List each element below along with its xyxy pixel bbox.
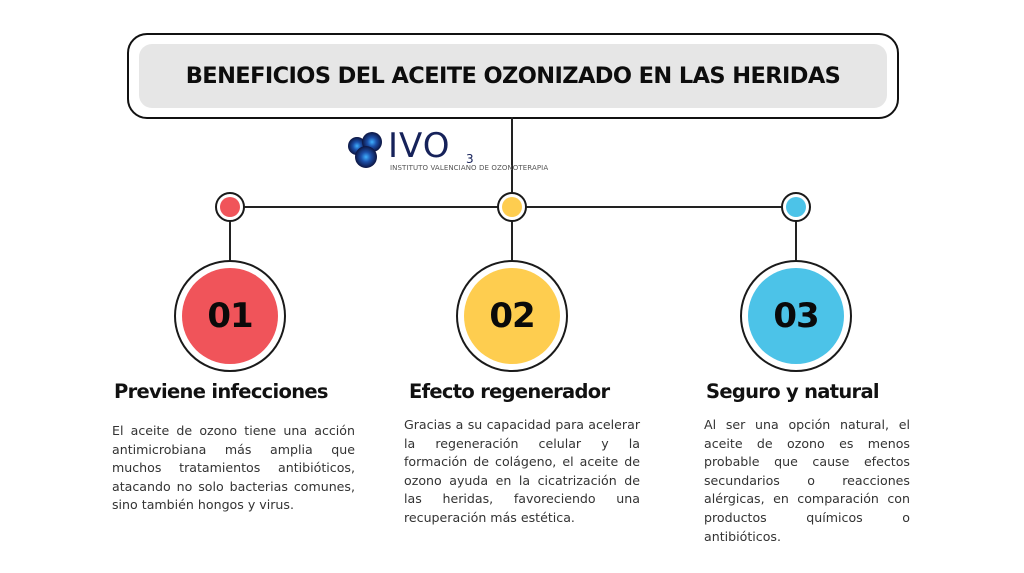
timeline-dot-3-fill [786, 197, 806, 217]
connector-title-to-center [511, 117, 513, 193]
step-circle-1 [174, 260, 286, 372]
connector-left-down [229, 220, 231, 262]
step-description-2: Gracias a su capacidad para acelerar la regeneración celular y la formación de colágeno, el aceite de ozono ayuda en la cicatrización de las heridas, favoreciendo una recuperación más estética. [404, 417, 640, 525]
timeline-dot-1 [215, 192, 245, 222]
step-number-3: 03 [773, 296, 819, 336]
step-description-1: El aceite de ozono tiene una acción antimicrobiana más amplia que muchos tratamientos antibióticos, atacando no solo bacterias comunes, sino también hongos y virus. [112, 423, 355, 513]
logo-spheres-icon [346, 130, 386, 170]
logo-subtitle: INSTITUTO VALENCIANO DE OZONOTERAPIA [390, 164, 549, 172]
logo-wordmark: IVO [388, 126, 451, 166]
timeline-dot-1-fill [220, 197, 240, 217]
page-title: BENEFICIOS DEL ACEITE OZONIZADO EN LAS HERIDAS [185, 63, 841, 89]
step-title-1: Previene infecciones [114, 380, 328, 403]
title-box-inner [139, 44, 887, 108]
timeline-dot-3 [781, 192, 811, 222]
title-box [127, 33, 899, 119]
step-title-2: Efecto regenerador [409, 380, 610, 403]
step-circle-3 [740, 260, 852, 372]
logo-superscript: 3 [466, 152, 474, 166]
step-number-2: 02 [489, 296, 535, 336]
connector-center-down [511, 220, 513, 262]
connector-right-down [795, 220, 797, 262]
step-circle-2-fill [464, 268, 560, 364]
step-circle-1-fill [182, 268, 278, 364]
step-number-1: 01 [207, 296, 253, 336]
ivo3-logo [346, 126, 549, 182]
timeline-dot-2-fill [502, 197, 522, 217]
step-circle-3-fill [748, 268, 844, 364]
step-title-3: Seguro y natural [706, 380, 879, 403]
step-description-3: Al ser una opción natural, el aceite de ozono es menos probable que cause efectos secundarios o reacciones alérgicas, en comparación con productos químicos o antibióticos. [704, 417, 910, 544]
step-circle-2 [456, 260, 568, 372]
timeline-dot-2 [497, 192, 527, 222]
